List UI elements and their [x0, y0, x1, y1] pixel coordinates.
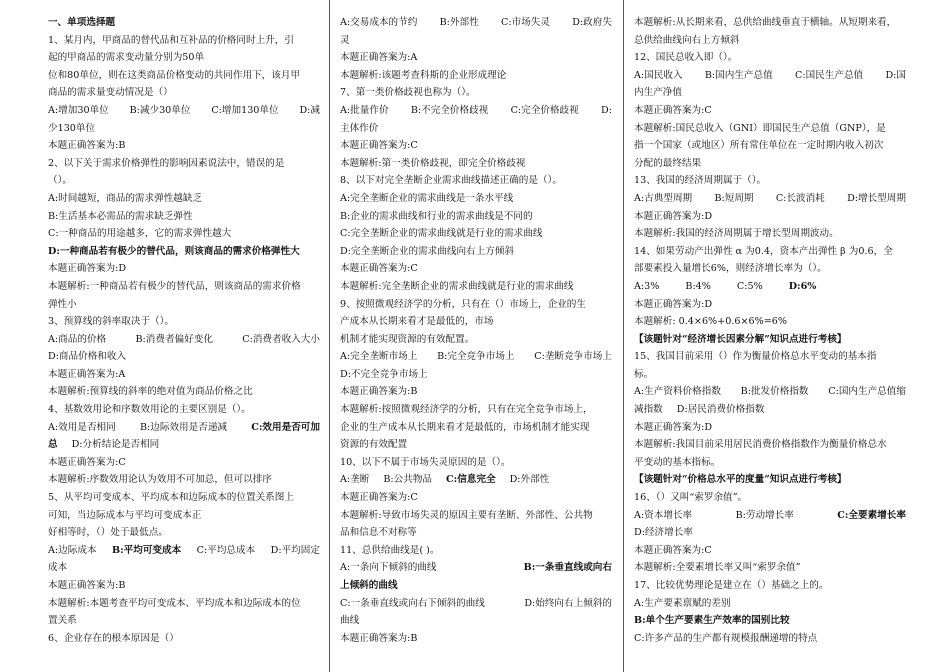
option: C:一条垂直线或向右下倾斜的曲线 [340, 597, 485, 609]
option: B:外部性 [439, 17, 479, 28]
option: A:商品的价格 [48, 333, 107, 345]
explanation-text: 本题解析:按照微观经济学的分析，只有在完全竞争市场上， [340, 404, 593, 416]
option: A:完全垄断企业的需求曲线是一条水平线 [340, 192, 514, 204]
option: C:增加130单位 [211, 104, 279, 116]
option: A:效用是否相同 [48, 421, 116, 433]
options-row [634, 67, 906, 85]
question-text: 4、基数效用论和序数效用论的主要区别是（）。 [48, 404, 251, 416]
option-correct: B:平均可变成本 [112, 544, 182, 556]
answer-line: 本题正确答案为:C [340, 140, 418, 152]
answer-line: 本题正确答案为:D [48, 263, 127, 275]
explanation-text: 本题解析:国民总收入（GNI）即国民生产总值（GNP），是 [634, 122, 886, 134]
options-row [340, 471, 612, 489]
option: A:增加30单位 [48, 104, 109, 116]
column-3 [634, 14, 906, 672]
explanation-text: 本题解析: 0.4×6%+0.6×6%=6% [634, 316, 787, 328]
option: A:时间越短，商品的需求弹性越缺乏 [48, 192, 203, 204]
option: B:不完全价格歧视 [410, 104, 489, 116]
explanation-text: 本题解析:从长期来看，总供给曲线垂直于横轴。从短期来看， [634, 17, 897, 28]
option: A:批量作价 [340, 104, 389, 116]
option: D: [601, 104, 612, 116]
option: C:平均总成本 [196, 544, 256, 556]
options-row [48, 419, 320, 437]
option: D:减 [299, 104, 320, 116]
knowledge-note: 【该题针对“经济增长因素分解”知识点进行考核】 [634, 333, 847, 345]
options-row [340, 595, 612, 613]
options-row [634, 383, 906, 401]
option: A:边际成本 [48, 544, 97, 556]
answer-line: 本题正确答案为:B [48, 140, 126, 152]
answer-line: 本题正确答案为:B [340, 386, 418, 398]
option-text: 少130单位 [48, 122, 96, 134]
question-text: 8、以下对完全垄断企业需求曲线描述正确的是（）。 [340, 175, 562, 187]
column-divider [623, 0, 624, 672]
answer-line: 本题正确答案为:C [634, 544, 712, 556]
option: D:增长型周期 [847, 192, 906, 204]
explanation-text: 本题解析:完全垄断企业的需求曲线就是行业的需求曲线 [340, 280, 574, 292]
option: C:国民生产总值 [795, 69, 864, 81]
explanation-text: 本题解析:该题考查科斯的企业形成理论 [340, 69, 507, 81]
option-text: 灵 [340, 34, 350, 46]
options-row [48, 436, 320, 454]
option: B:生活基本必需品的需求缺乏弹性 [48, 210, 193, 222]
option-correct: D:一种商品若有极少的替代品，则该商品的需求价格弹性大 [48, 245, 300, 257]
explanation-text: 弹性小 [48, 298, 77, 310]
option: A:一条向下倾斜的曲线 [340, 562, 437, 574]
option: C:垄断竞争市场上 [534, 351, 612, 363]
option-correct: C:效用是否可加 [251, 421, 320, 433]
option: B:消费者偏好变化 [135, 333, 213, 345]
explanation-text: 平变动的基本指标。 [634, 456, 721, 468]
answer-line: 本题正确答案为:A [340, 52, 418, 64]
options-row [48, 331, 320, 349]
explanation-text: 本题解析:导致市场失灵的原因主要有垄断、外部性、公共物 [340, 509, 593, 521]
question-text: 部要素投入量增长6%，则经济增长率为（）。 [634, 263, 827, 275]
explanation-text: 品和信息不对称等 [340, 527, 417, 539]
explanation-text: 本题解析:序数效用论认为效用不可加总，但可以排序 [48, 474, 272, 486]
option: D:始终向右上倾斜的 [524, 597, 612, 609]
option: B:减少30单位 [129, 104, 191, 116]
explanation-text: 企业的生产成本从长期来看才是最低的，市场机制才能实现 [340, 421, 590, 433]
option: B:批发价格指数 [740, 386, 809, 398]
column-1 [48, 14, 320, 672]
option: B:完全竞争市场上 [437, 351, 515, 363]
option: A:垄断 [340, 474, 370, 486]
explanation-text: 本题解析:第一类价格歧视，即完全价格歧视 [340, 157, 526, 169]
options-row [340, 348, 612, 366]
option-correct: 总 [48, 439, 58, 451]
explanation-text: 置关系 [48, 615, 77, 627]
answer-line: 本题正确答案为:B [340, 632, 418, 644]
question-text: 1、某月内，甲商品的替代品和互补品的价格同时上升，引 [48, 34, 294, 46]
question-text: 商品的需求量变动情况是（） [48, 87, 173, 99]
option: C:消费者收入大小 [242, 333, 320, 345]
answer-line: 本题正确答案为:C [340, 492, 418, 504]
option-correct: 上倾斜的曲线 [340, 580, 398, 591]
question-text: 13、我国的经济周期属于（）。 [634, 175, 767, 187]
question-text: 起的甲商品的需求变动量分别为50单 [48, 52, 205, 64]
option: D:政府失 [572, 17, 612, 28]
option: B:边际效用是否递减 [139, 421, 228, 433]
option-correct: C:信息完全 [446, 474, 496, 486]
option: D:国 [885, 69, 906, 81]
option: D:居民消费价格指数 [676, 404, 765, 416]
knowledge-note: 【该题针对“价格总水平的度量”知识点进行考核】 [634, 474, 847, 486]
explanation-text: 指一个国家（或地区）所有常住单位在一定时期内收入初次 [634, 140, 884, 152]
option-text: 主体作价 [340, 122, 379, 134]
option: C:许多产品的生产都有规模报酬递增的特点 [634, 632, 818, 644]
options-row [48, 102, 320, 120]
question-text: 16、（）又叫“索罗余值”。 [634, 492, 748, 504]
explanation-text: 本题解析:全要素增长率又叫“索罗余值” [634, 562, 801, 574]
option-text: 曲线 [340, 615, 360, 627]
explanation-text: 分配的最终结果 [634, 157, 702, 169]
option: C:一种商品的用途越多，它的需求弹性越大 [48, 228, 232, 240]
question-text: 产成本从长期来看才是最低的，市场 [340, 316, 494, 328]
option: A:交易成本的节约 [340, 17, 418, 28]
option: C:完全垄断企业的需求曲线就是行业的需求曲线 [340, 228, 543, 240]
question-text: 3、预算线的斜率取决于（）。 [48, 316, 175, 328]
question-text: 机制才能实现资源的有效配置。 [340, 333, 475, 345]
question-text: 11、总供给曲线是( )。 [340, 544, 440, 556]
option-correct: D:6% [788, 280, 817, 292]
question-text: 17、比较优势理论是建立在（）基础之上的。 [634, 580, 829, 591]
option: A:国民收入 [634, 69, 683, 81]
options-row [340, 559, 612, 577]
option-correct: B:一条垂直线或向右 [523, 562, 612, 574]
option: C:完全价格歧视 [510, 104, 579, 116]
option: B:公共物品 [383, 474, 433, 486]
question-text: 位和80单位，则在这类商品价格变动的共同作用下，该月甲 [48, 69, 301, 81]
option-correct: C:全要素增长率 [837, 509, 906, 521]
options-row [340, 14, 612, 32]
question-text: （）。 [48, 175, 72, 187]
explanation-text: 本题解析:一种商品若有极少的替代品，则该商品的需求价格 [48, 280, 301, 292]
option: D:分析结论是否相同 [71, 439, 160, 451]
option: B:短周期 [714, 192, 754, 204]
option: A:生产资料价格指数 [634, 386, 721, 398]
option: B:4% [685, 280, 711, 292]
options-row [634, 507, 906, 525]
explanation-text: 资源的有效配置 [340, 439, 408, 451]
question-text: 标。 [634, 368, 654, 380]
option-text: 内生产净值 [634, 87, 682, 99]
question-text: 可知，当边际成本与平均可变成本正 [48, 509, 202, 521]
answer-line: 本题正确答案为:D [634, 298, 713, 310]
question-text: 7、第一类价格歧视也称为（）。 [340, 87, 476, 99]
option: A:古典型周期 [634, 192, 693, 204]
option: D:经济增长率 [634, 527, 693, 539]
option: D:商品价格和收入 [48, 351, 127, 363]
option: D:外部性 [509, 474, 550, 486]
answer-line: 本题正确答案为:D [634, 210, 713, 222]
options-row [48, 542, 320, 560]
question-text: 15、我国目前采用（）作为衡量价格总水平变动的基本指 [634, 351, 877, 363]
section-heading: 一、单项选择题 [48, 17, 116, 28]
option: C:5% [736, 280, 763, 292]
question-text: 14、如果劳动产出弹性 α 为0.4，资本产出弹性 β 为0.6，全 [634, 245, 893, 257]
question-text: 12、国民总收入即（）。 [634, 52, 738, 64]
explanation-text: 本题解析:我国的经济周期属于增长型周期波动。 [634, 228, 839, 240]
option: C:国内生产总值缩 [828, 386, 906, 398]
option: A:生产要素禀赋的差别 [634, 597, 731, 609]
option: D:不完全竞争市场上 [340, 368, 428, 380]
option: A:3% [634, 280, 660, 292]
explanation-text: 本题解析:本题考查平均可变成本、平均成本和边际成本的位 [48, 597, 301, 609]
explanation-text: 本题解析:我国目前采用居民消费价格指数作为衡量价格总水 [634, 439, 887, 451]
answer-line: 本题正确答案为:C [340, 263, 418, 275]
option: D:完全垄断企业的需求曲线向右上方倾斜 [340, 245, 515, 257]
options-row [634, 190, 906, 208]
answer-line: 本题正确答案为:B [48, 580, 126, 591]
option: C:长波消耗 [775, 192, 825, 204]
option-text: 减指数 [634, 404, 663, 416]
option: A:完全垄断市场上 [340, 351, 418, 363]
answer-line: 本题正确答案为:D [634, 421, 713, 433]
explanation-text: 本题解析:预算线的斜率的绝对值为商品价格之比 [48, 386, 253, 398]
question-text: 好相等时，（）处于最低点。 [48, 527, 168, 539]
column-divider [329, 0, 330, 672]
question-text: 10、以下不属于市场失灵原因的是（）。 [340, 456, 511, 468]
option: B:国内生产总值 [704, 69, 773, 81]
option: B:企业的需求曲线和行业的需求曲线是不同的 [340, 210, 533, 222]
option-text: 成本 [48, 562, 68, 574]
question-text: 5、从平均可变成本、平均成本和边际成本的位置关系图上 [48, 492, 294, 504]
explanation-text: 总供给曲线向右上方倾斜 [634, 34, 740, 46]
option: B:劳动增长率 [735, 509, 794, 521]
question-text: 6、企业存在的根本原因是（） [48, 632, 179, 644]
answer-line: 本题正确答案为:A [48, 368, 126, 380]
question-text: 2、以下关于需求价格弹性的影响因素说法中，错误的是 [48, 157, 285, 169]
options-row [634, 278, 906, 296]
options-row [340, 102, 612, 120]
option: D:平均固定 [270, 544, 320, 556]
column-2 [340, 14, 612, 672]
option: C:市场失灵 [501, 17, 550, 28]
answer-line: 本题正确答案为:C [48, 456, 126, 468]
answer-line: 本题正确答案为:C [634, 104, 712, 116]
option: A:资本增长率 [634, 509, 693, 521]
options-row [634, 401, 906, 419]
option-correct: B:单个生产要素生产效率的国别比较 [634, 615, 790, 627]
question-text: 9、按照微观经济学的分析，只有在（）市场上，企业的生 [340, 298, 586, 310]
